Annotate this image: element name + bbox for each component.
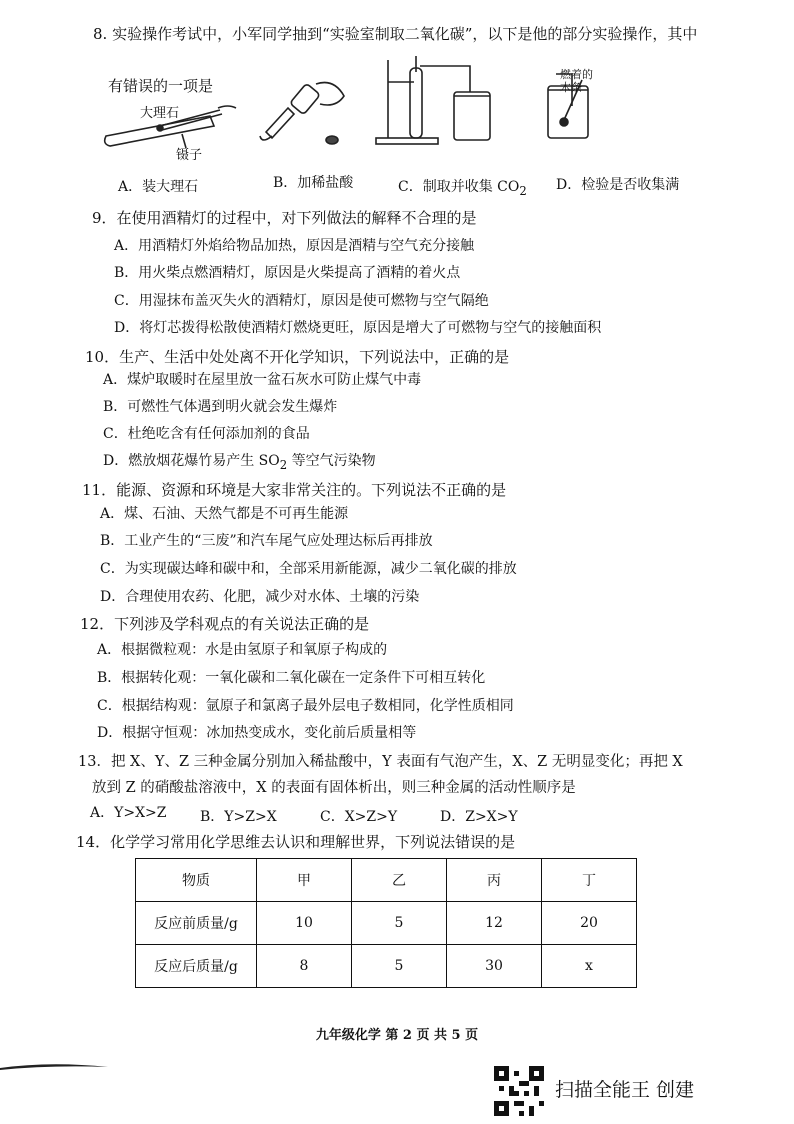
table-header: 丙 <box>447 859 542 902</box>
table-cell: 10 <box>257 902 352 945</box>
table-header: 物质 <box>136 859 257 902</box>
q14-stem: 14．化学学习常用化学思维去认识和理解世界，下列说法错误的是 <box>76 833 516 851</box>
q11-option-a: A．煤、石油、天然气都是不可再生能源 <box>100 506 349 522</box>
q8-option-c-subscript: 2 <box>519 183 527 198</box>
page-footer: 九年级化学 第 2 页 共 5 页 <box>315 1028 479 1043</box>
table-cell: 8 <box>257 945 352 988</box>
q9-option-b: B．用火柴点燃酒精灯，原因是火柴提高了酒精的着火点 <box>114 265 461 281</box>
q10-option-c: C．杜绝吃含有任何添加剂的食品 <box>103 426 310 442</box>
q10-option-d-subscript: 2 <box>279 457 288 472</box>
q11-option-d: D．合理使用农药、化肥，减少对水体、土壤的污染 <box>100 589 420 605</box>
label-tweezers: 镊子 <box>176 148 203 163</box>
q8-stem-line2: 有错误的一项是 <box>108 77 214 95</box>
figure-b-add-acid <box>258 78 358 148</box>
scanner-brand: 扫描全能王 创建 <box>555 1079 695 1101</box>
q9-option-c: C．用湿抹布盖灭失火的酒精灯，原因是使可燃物与空气隔绝 <box>114 293 489 309</box>
q8-option-c <box>398 176 527 198</box>
q12-option-a: A．根据微粒观：水是由氢原子和氧原子构成的 <box>97 642 388 658</box>
table-cell: 反应前质量/g <box>136 902 257 945</box>
table-row <box>136 902 637 945</box>
table-cell: 12 <box>447 902 542 945</box>
scan-smudge <box>0 1056 110 1075</box>
q8-option-b: B．加稀盐酸 <box>273 175 354 191</box>
table-cell: x <box>542 945 637 988</box>
q13-stem-line2: 放到 Z 的硝酸盐溶液中，X 的表面有固体析出，则三种金属的活动性顺序是 <box>92 780 576 796</box>
q8-option-a: A．装大理石 <box>118 179 199 195</box>
label-burning-stick: 燃着的木条 <box>560 68 593 94</box>
table-row <box>136 945 637 988</box>
q13-stem-line1: 13．把 X、Y、Z 三种金属分别加入稀盐酸中，Y 表面有气泡产生，X、Z 无明显变化；再把 X <box>78 754 683 770</box>
q12-option-b: B．根据转化观：一氧化碳和二氧化碳在一定条件下可相互转化 <box>97 670 486 686</box>
mass-table <box>135 858 637 988</box>
table-header: 丁 <box>542 859 637 902</box>
label-marble: 大理石 <box>140 106 180 121</box>
q13-option-d: D．Z>X>Y <box>440 809 518 825</box>
figure-d-check-full <box>542 66 612 140</box>
q9-option-d: D．将灯芯拨得松散使酒精灯燃烧更旺，原因是增大了可燃物与空气的接触面积 <box>114 320 602 336</box>
q10-option-a: A．煤炉取暖时在屋里放一盆石灰水可防止煤气中毒 <box>103 372 422 388</box>
table-header-row <box>136 859 637 902</box>
table-cell: 5 <box>352 945 447 988</box>
table-cell: 20 <box>542 902 637 945</box>
q10-option-b: B．可燃性气体遇到明火就会发生爆炸 <box>103 399 338 415</box>
q11-stem: 11．能源、资源和环境是大家非常关注的。下列说法不正确的是 <box>82 481 507 499</box>
table-header: 甲 <box>257 859 352 902</box>
figure-c-apparatus <box>370 52 500 148</box>
q12-option-d: D．根据守恒观：冰加热变成水，变化前后质量相等 <box>97 725 417 741</box>
q13-option-c: C．X>Z>Y <box>320 809 398 825</box>
table-cell: 30 <box>447 945 542 988</box>
table-cell: 反应后质量/g <box>136 945 257 988</box>
table-cell: 5 <box>352 902 447 945</box>
q8-option-c-text: C．制取并收集 <box>398 179 493 195</box>
q10-option-d-suffix: 等空气污染物 <box>287 453 376 469</box>
q12-stem: 12．下列涉及学科观点的有关说法正确的是 <box>80 615 370 633</box>
figure-a-marble-tube <box>100 96 240 166</box>
q9-option-a: A．用酒精灯外焰给物品加热，原因是酒精与空气充分接触 <box>114 238 475 254</box>
qr-code <box>494 1066 544 1116</box>
q11-option-c: C．为实现碳达峰和碳中和，全部采用新能源，减少二氧化碳的排放 <box>100 561 517 577</box>
q10-option-d-prefix: D．燃放烟花爆竹易产生 SO <box>103 453 280 469</box>
q8-stem-line1: 8. 实验操作考试中，小军同学抽到“实验室制取二氧化碳”，以下是他的部分实验操作，其中 <box>93 25 698 43</box>
q8-option-d: D．检验是否收集满 <box>556 177 680 193</box>
q10-option-d <box>103 451 376 475</box>
q9-stem: 9．在使用酒精灯的过程中，对下列做法的解释不合理的是 <box>92 209 477 227</box>
table-header: 乙 <box>352 859 447 902</box>
q13-option-a: A．Y>X>Z <box>90 805 167 821</box>
q11-option-b: B．工业产生的“三废”和汽车尾气应处理达标后再排放 <box>100 533 433 549</box>
q13-option-b: B．Y>Z>X <box>200 809 277 825</box>
q10-stem: 10．生产、生活中处处离不开化学知识，下列说法中，正确的是 <box>85 348 510 366</box>
q12-option-c: C．根据结构观：氩原子和氯离子最外层电子数相同，化学性质相同 <box>97 698 514 714</box>
q8-option-c-formula: CO <box>497 179 520 195</box>
